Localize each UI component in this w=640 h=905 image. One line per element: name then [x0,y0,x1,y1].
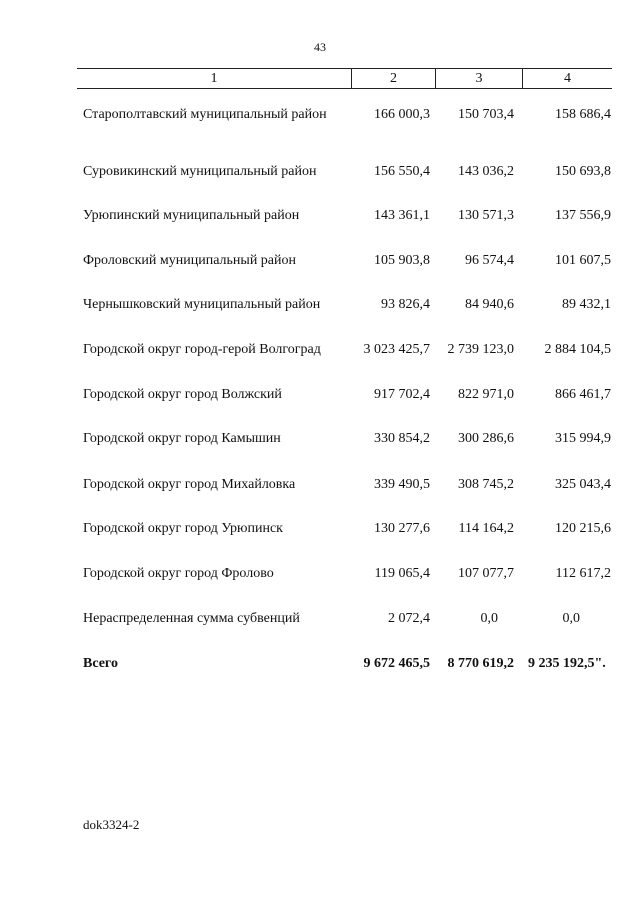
row-value-col-4: 325 043,4 [555,477,611,492]
row-value-col-2: 339 490,5 [374,477,430,492]
row-value-col-4: 866 461,7 [555,387,611,402]
row-name: Городской округ город Михайловка [83,477,296,492]
row-value-col-4: 150 693,8 [555,164,611,179]
row-value-col-2: 130 277,6 [374,521,430,536]
row-value-col-3: 96 574,4 [465,253,514,268]
row-value-col-3: 84 940,6 [465,297,514,312]
row-value-col-2: 105 903,8 [374,253,430,268]
row-value-col-3: 300 286,6 [458,431,514,446]
row-value-col-4: 112 617,2 [555,566,611,581]
row-value-col-3: 308 745,2 [458,477,514,492]
row-name: Фроловский муниципальный район [83,253,297,268]
row-value-col-2: 3 023 425,7 [363,342,430,357]
row-value-col-3: 130 571,3 [458,208,514,223]
row-value-col-3: 822 971,0 [458,387,514,402]
row-value-col-3: 2 739 123,0 [447,342,514,357]
row-value-col-2: 143 361,1 [374,208,430,223]
row-value-col-4: 89 432,1 [562,297,611,312]
row-name: Старополтавский муниципальный район [83,107,327,122]
header-col-2: 2 [351,69,435,88]
row-value-col-2: 93 826,4 [381,297,430,312]
row-value-col-4: 101 607,5 [555,253,611,268]
row-value-col-3: 0,0 [480,611,498,626]
total-label: Всего [83,656,118,671]
row-name: Городской округ город Фролово [83,566,274,581]
row-value-col-4: 315 994,9 [555,431,611,446]
table-header [77,68,612,89]
page-number: 43 [314,40,326,54]
row-value-col-2: 166 000,3 [374,107,430,122]
header-col-4: 4 [522,69,612,88]
row-name: Городской округ город Камышин [83,431,281,446]
row-name: Чернышковский муниципальный район [83,297,321,312]
row-value-col-3: 143 036,2 [458,164,514,179]
row-value-col-3: 107 077,7 [458,566,514,581]
row-value-col-4: 158 686,4 [555,107,611,122]
row-name: Городской округ город Урюпинск [83,521,283,536]
row-name: Суровикинский муниципальный район [83,164,317,179]
row-name: Нераспределенная сумма субвенций [83,611,300,626]
row-value-col-4: 0,0 [562,611,580,626]
row-value-col-2: 330 854,2 [374,431,430,446]
row-value-col-2: 156 550,4 [374,164,430,179]
total-value-col-3: 8 770 619,2 [447,656,514,671]
row-value-col-4: 137 556,9 [555,208,611,223]
row-value-col-4: 120 215,6 [555,521,611,536]
header-col-1: 1 [210,71,218,86]
row-value-col-2: 917 702,4 [374,387,430,402]
row-value-col-3: 150 703,4 [458,107,514,122]
row-name: Урюпинский муниципальный район [83,208,300,223]
total-value-col-2: 9 672 465,5 [363,656,430,671]
row-value-col-3: 114 164,2 [458,521,514,536]
row-name: Городской округ город-герой Волгоград [83,342,321,357]
document-code: dok3324-2 [83,817,140,832]
row-name: Городской округ город Волжский [83,387,282,402]
row-value-col-2: 2 072,4 [388,611,430,626]
row-value-col-4: 2 884 104,5 [544,342,611,357]
row-value-col-2: 119 065,4 [374,566,430,581]
header-col-3: 3 [435,69,522,88]
total-value-col-4: 9 235 192,5". [528,656,606,671]
